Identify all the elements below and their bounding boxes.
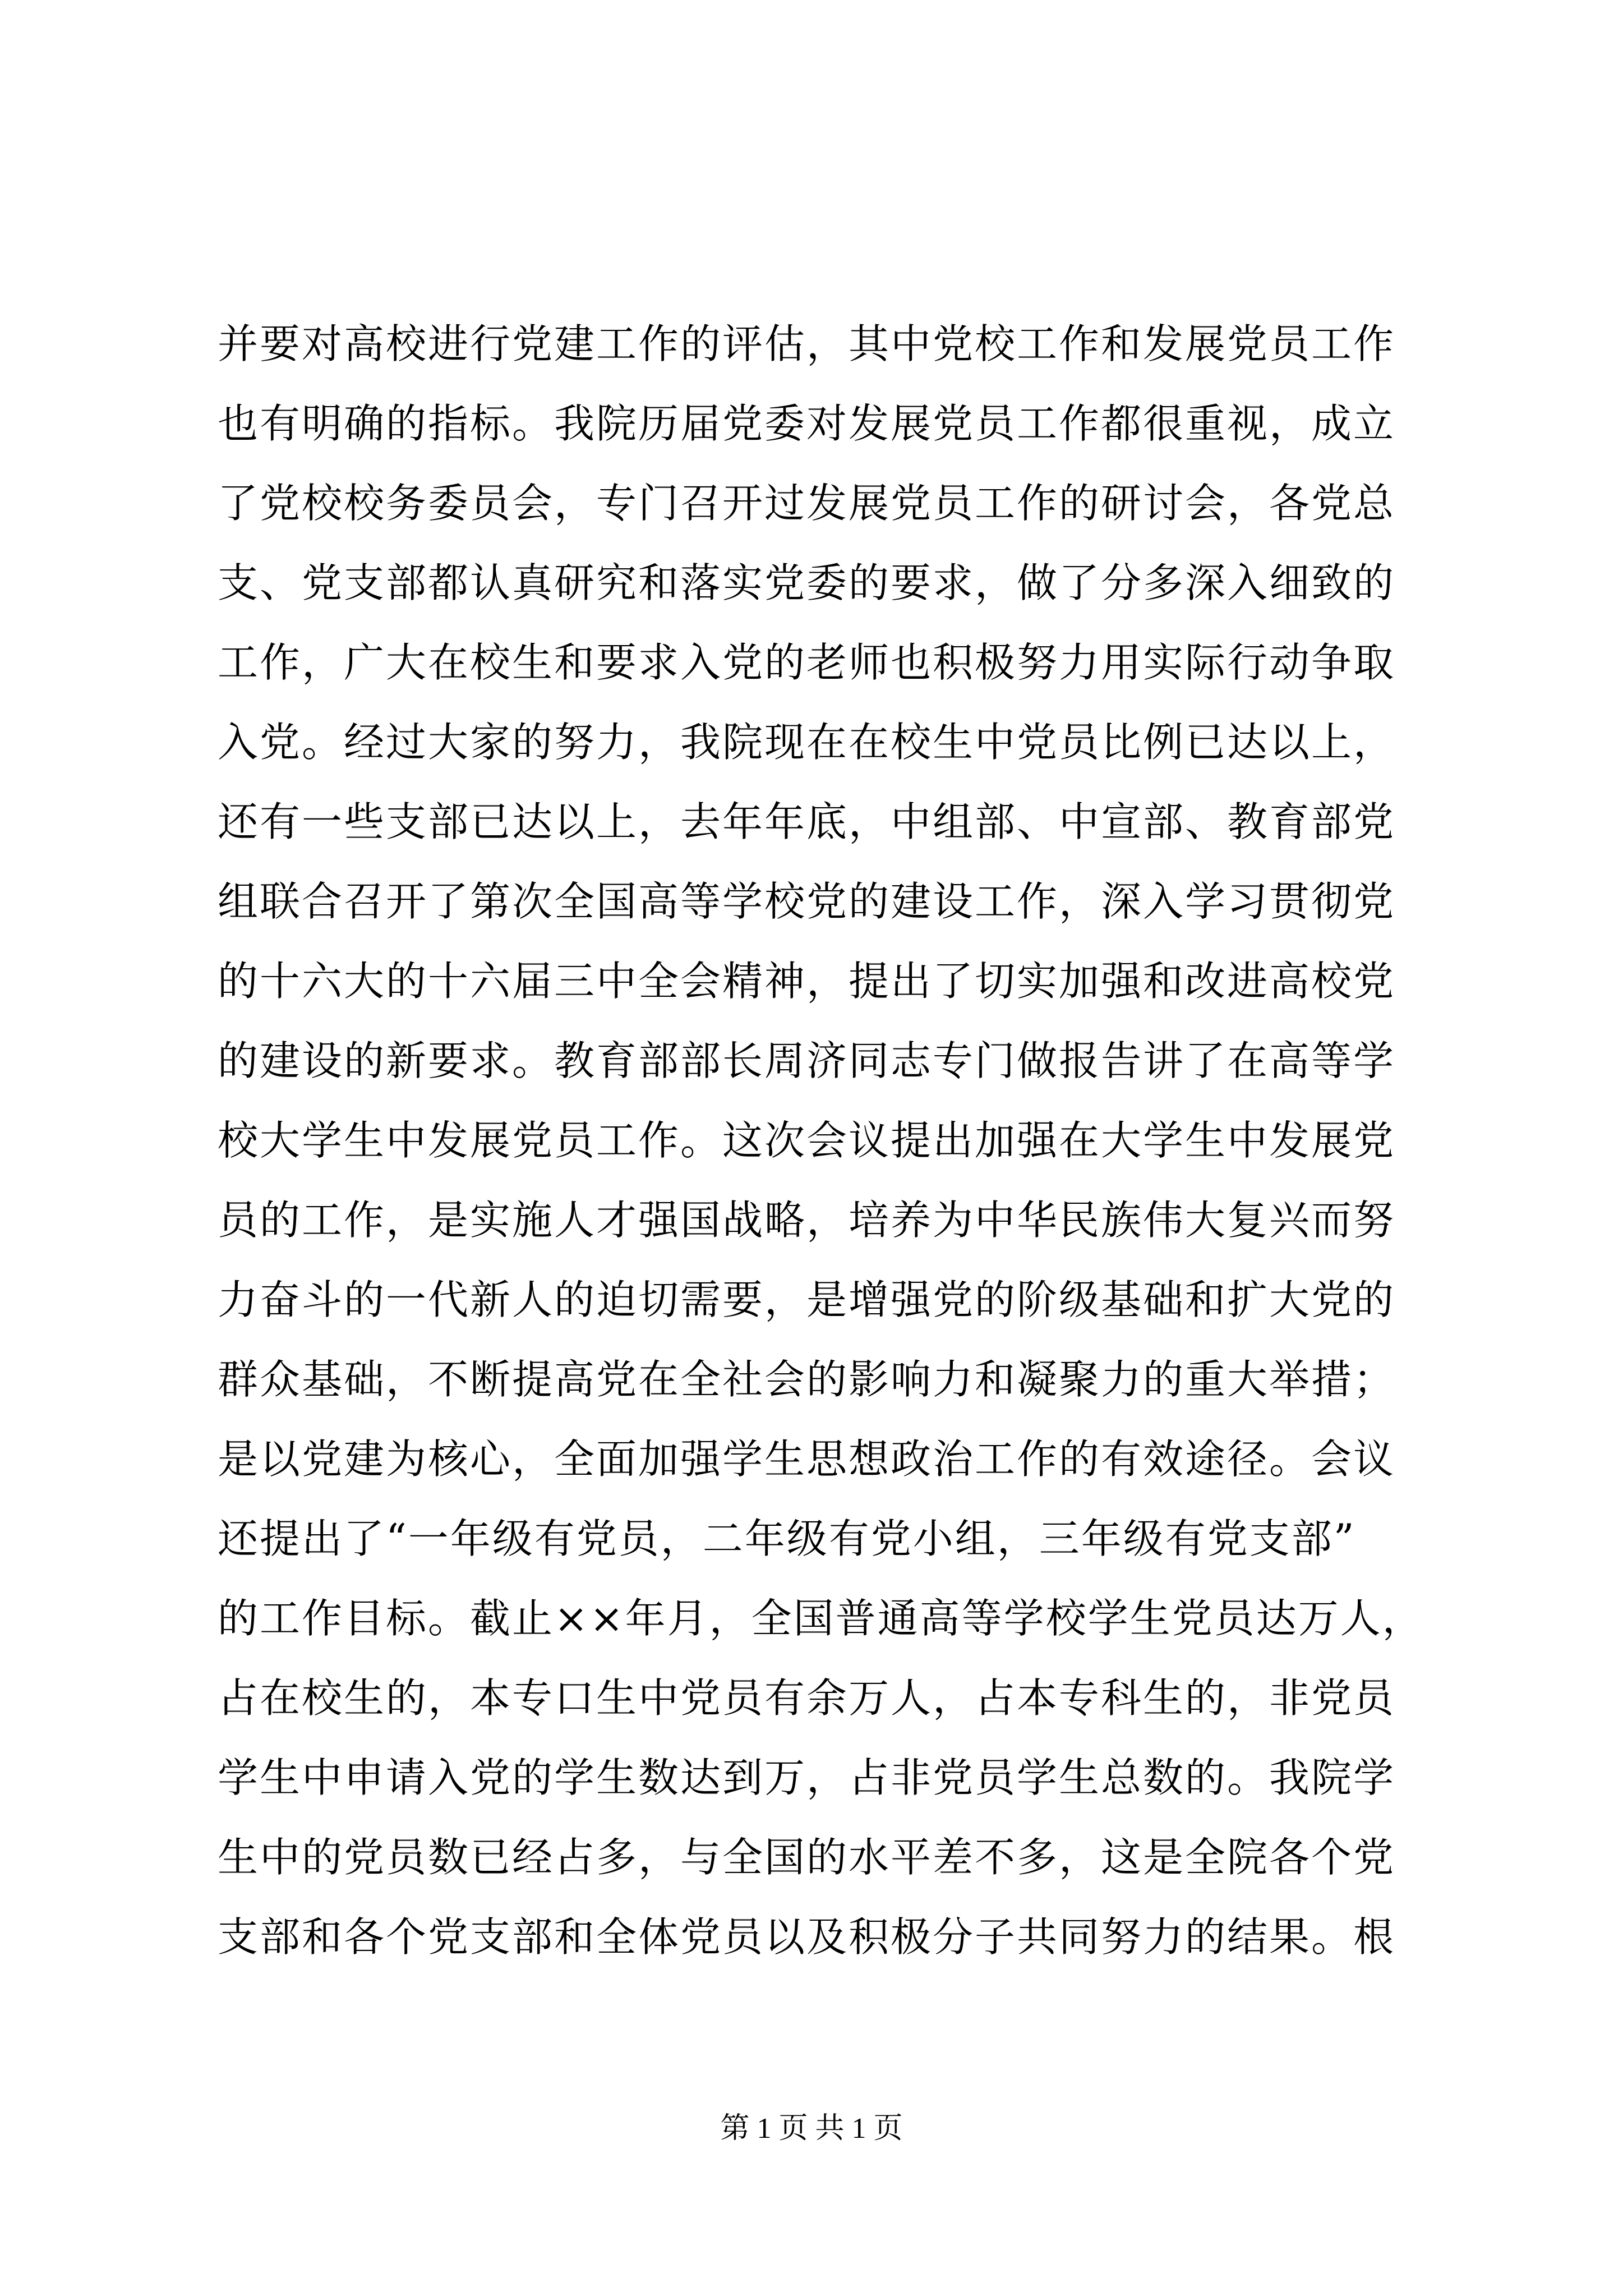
text-line: 员的工作，是实施人才强国战略，培养为中华民族伟大复兴而努 xyxy=(218,1197,1396,1244)
text-line: 的工作目标。截止××年月，全国普通高等学校学生党员达万人， xyxy=(218,1595,1424,1642)
page-footer xyxy=(0,2109,1623,2148)
text-line: 支部和各个党支部和全体党员以及积极分子共同努力的结果。根 xyxy=(218,1913,1396,1961)
page-number: 第 1 页 共 1 页 xyxy=(720,2113,903,2145)
text-line: 还有一些支部已达以上，去年年底，中组部、中宣部、教育部党 xyxy=(218,798,1396,845)
text-line: 群众基础，不断提高党在全社会的影响力和凝聚力的重大举措； xyxy=(218,1356,1396,1403)
text-line: 入党。经过大家的努力，我院现在在校生中党员比例已达以上， xyxy=(218,719,1396,766)
text-line: 生中的党员数已经占多，与全国的水平差不多，这是全院各个党 xyxy=(218,1834,1396,1881)
body-text xyxy=(218,304,1424,1977)
text-line: 还提出了“一年级有党员，二年级有党小组，三年级有党支部” xyxy=(218,1515,1356,1562)
text-line: 是以党建为核心，全面加强学生思想政治工作的有效途径。会议 xyxy=(218,1435,1396,1483)
text-line: 工作，广大在校生和要求入党的老师也积极努力用实际行动争取 xyxy=(218,639,1396,686)
text-line: 支、党支部都认真研究和落实党委的要求，做了分多深入细致的 xyxy=(218,559,1396,606)
text-line: 学生中申请入党的学生数达到万，占非党员学生总数的。我院学 xyxy=(218,1754,1396,1801)
text-line: 的十六大的十六届三中全会精神，提出了切实加强和改进高校党 xyxy=(218,958,1396,1005)
text-line: 了党校校务委员会，专门召开过发展党员工作的研讨会，各党总 xyxy=(218,480,1396,527)
text-line: 力奋斗的一代新人的迫切需要，是增强党的阶级基础和扩大党的 xyxy=(218,1276,1396,1323)
text-line: 校大学生中发展党员工作。这次会议提出加强在大学生中发展党 xyxy=(218,1117,1396,1164)
text-line: 也有明确的指标。我院历届党委对发展党员工作都很重视，成立 xyxy=(218,400,1396,447)
text-line: 的建设的新要求。教育部部长周济同志专门做报告讲了在高等学 xyxy=(218,1037,1396,1084)
text-line: 组联合召开了第次全国高等学校党的建设工作，深入学习贯彻党 xyxy=(218,878,1396,925)
text-line: 占在校生的，本专口生中党员有余万人，占本专科生的，非党员 xyxy=(218,1674,1396,1722)
text-line: 并要对高校进行党建工作的评估，其中党校工作和发展党员工作 xyxy=(218,320,1396,367)
